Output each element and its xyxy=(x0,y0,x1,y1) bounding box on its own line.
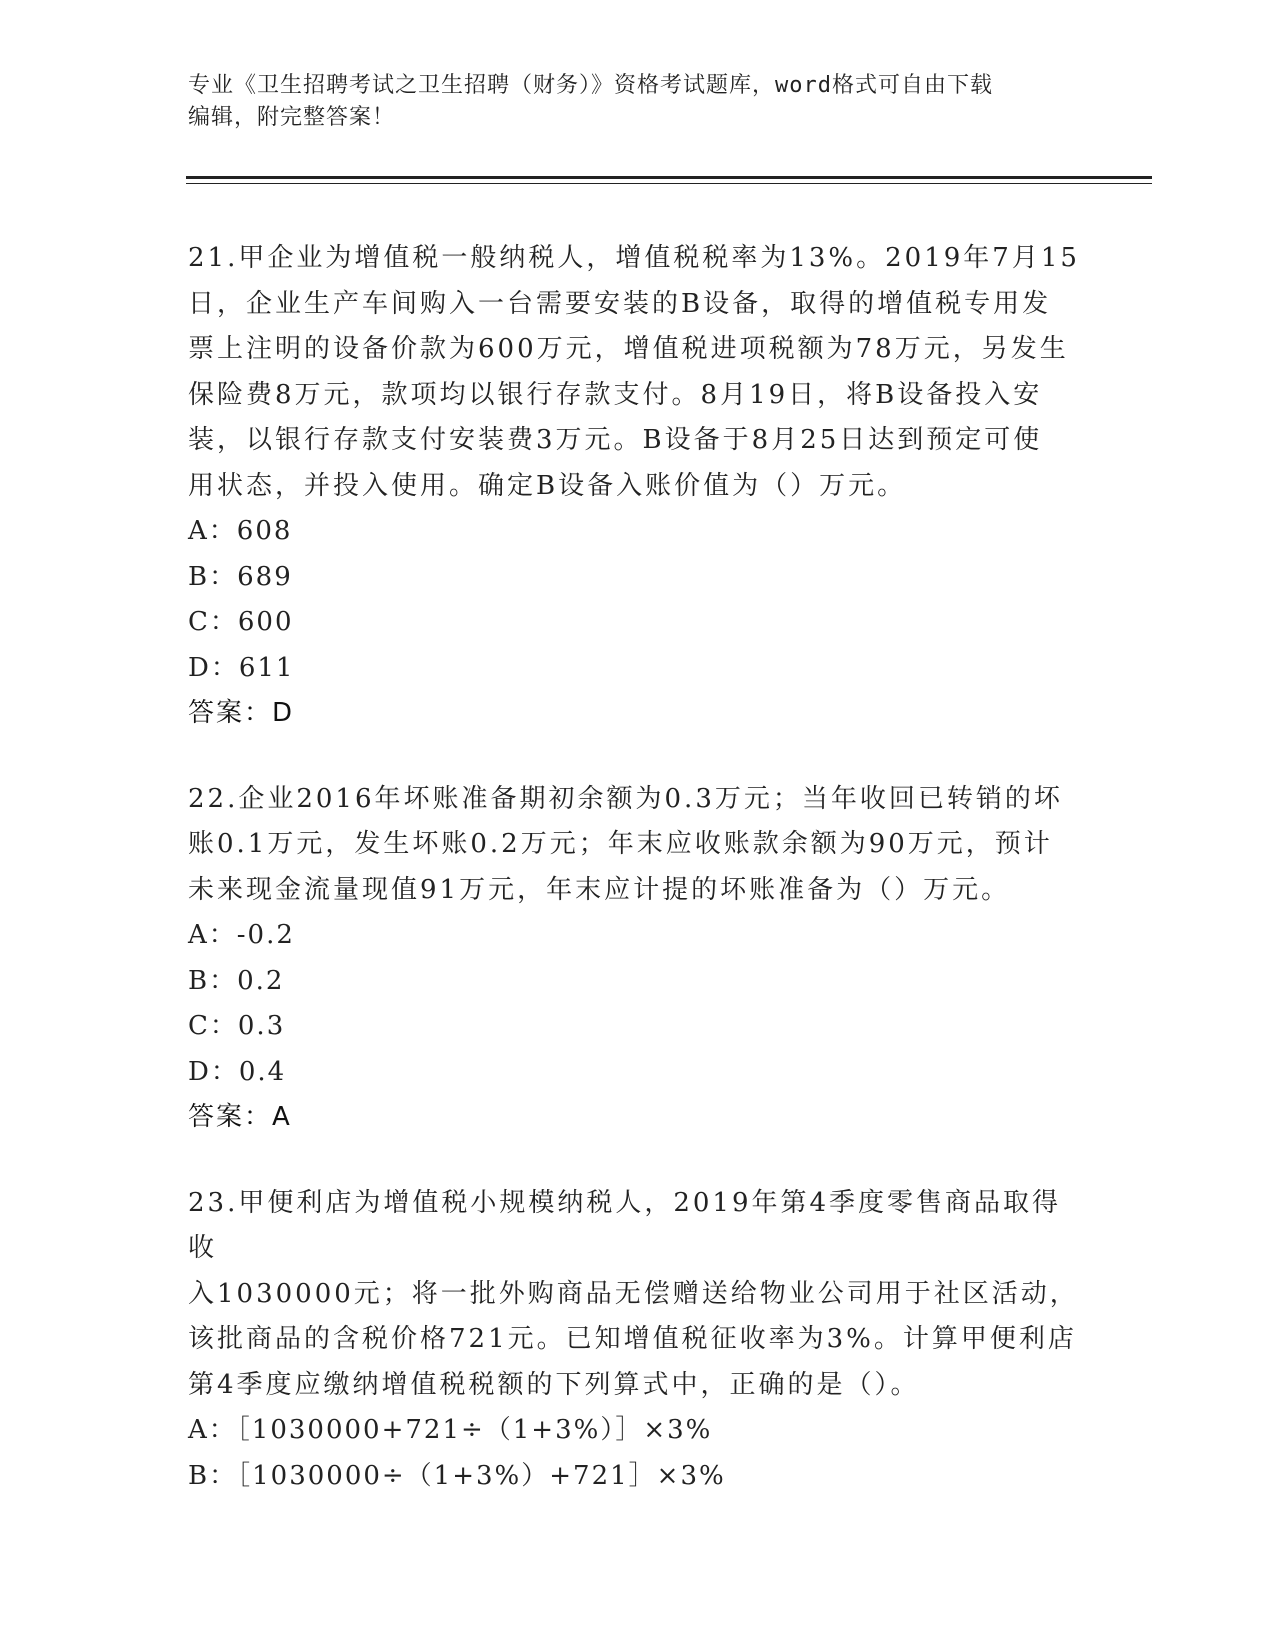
option-a: A：-0.2 xyxy=(188,920,295,950)
stem-line: 账0.1万元，发生坏账0.2万元；年末应收账款余额为90万元，预计 xyxy=(188,829,1053,859)
option-a: A：608 xyxy=(188,516,293,546)
header-rule-thin xyxy=(186,183,1152,184)
stem-line: 未来现金流量现值91万元，年末应计提的坏账准备为（）万元。 xyxy=(188,874,1011,905)
stem-line: 该批商品的含税价格721元。已知增值税征收率为3%。计算甲便利店 xyxy=(188,1324,1077,1354)
header-line-2: 编辑，附完整答案！ xyxy=(188,105,396,130)
stem-line: 保险费8万元，款项均以银行存款支付。8月19日，将B设备投入安 xyxy=(188,379,1043,410)
option-c: C：0.3 xyxy=(188,1011,286,1041)
option-d: D：0.4 xyxy=(188,1056,287,1087)
stem-line: 用状态，并投入使用。确定B设备入账价值为（）万元。 xyxy=(188,470,907,501)
question-stem xyxy=(188,1181,1088,1409)
question-stem xyxy=(188,777,1088,914)
option-b: B：689 xyxy=(188,561,293,592)
stem-line: 第4季度应缴纳增值税税额的下列算式中，正确的是（）。 xyxy=(188,1369,920,1400)
question-22 xyxy=(188,777,1088,1141)
header-rule-thick xyxy=(186,176,1152,179)
stem-line: 入1030000元；将一批外购商品无偿赠送给物业公司用于社区活动， xyxy=(188,1278,1079,1309)
stem-line: 票上注明的设备价款为600万元，增值税进项税额为78万元，另发生 xyxy=(188,334,1069,364)
option-b: B：［1030000÷（1+3%）+721］×3% xyxy=(188,1460,726,1491)
question-list xyxy=(188,236,1088,1539)
stem-line: 22.企业2016年坏账准备期初余额为0.3万元；当年收回已转销的坏 xyxy=(188,783,1063,814)
stem-line: 21.甲企业为增值税一般纳税人，增值税税率为13%。2019年7月15 xyxy=(188,243,1080,273)
option-d: D：611 xyxy=(188,652,295,683)
answer-line: 答案：D xyxy=(188,698,295,728)
option-b: B：0.2 xyxy=(188,965,285,996)
header-line-1: 专业《卫生招聘考试之卫生招聘（财务）》资格考试题库，word格式可自由下载 xyxy=(188,73,993,98)
stem-line: 23.甲便利店为增值税小规模纳税人，2019年第4季度零售商品取得收 xyxy=(188,1187,1062,1263)
document-header xyxy=(188,70,1068,134)
option-a: A：［1030000+721÷（1+3%）］×3% xyxy=(188,1415,713,1445)
stem-line: 装，以银行存款支付安装费3万元。B设备于8月25日达到预定可使 xyxy=(188,425,1043,455)
question-stem xyxy=(188,236,1088,509)
option-c: C：600 xyxy=(188,607,294,637)
question-21 xyxy=(188,236,1088,737)
stem-line: 日，企业生产车间购入一台需要安装的B设备，取得的增值税专用发 xyxy=(188,288,1052,319)
question-23 xyxy=(188,1181,1088,1500)
answer-line: 答案：A xyxy=(188,1102,292,1132)
